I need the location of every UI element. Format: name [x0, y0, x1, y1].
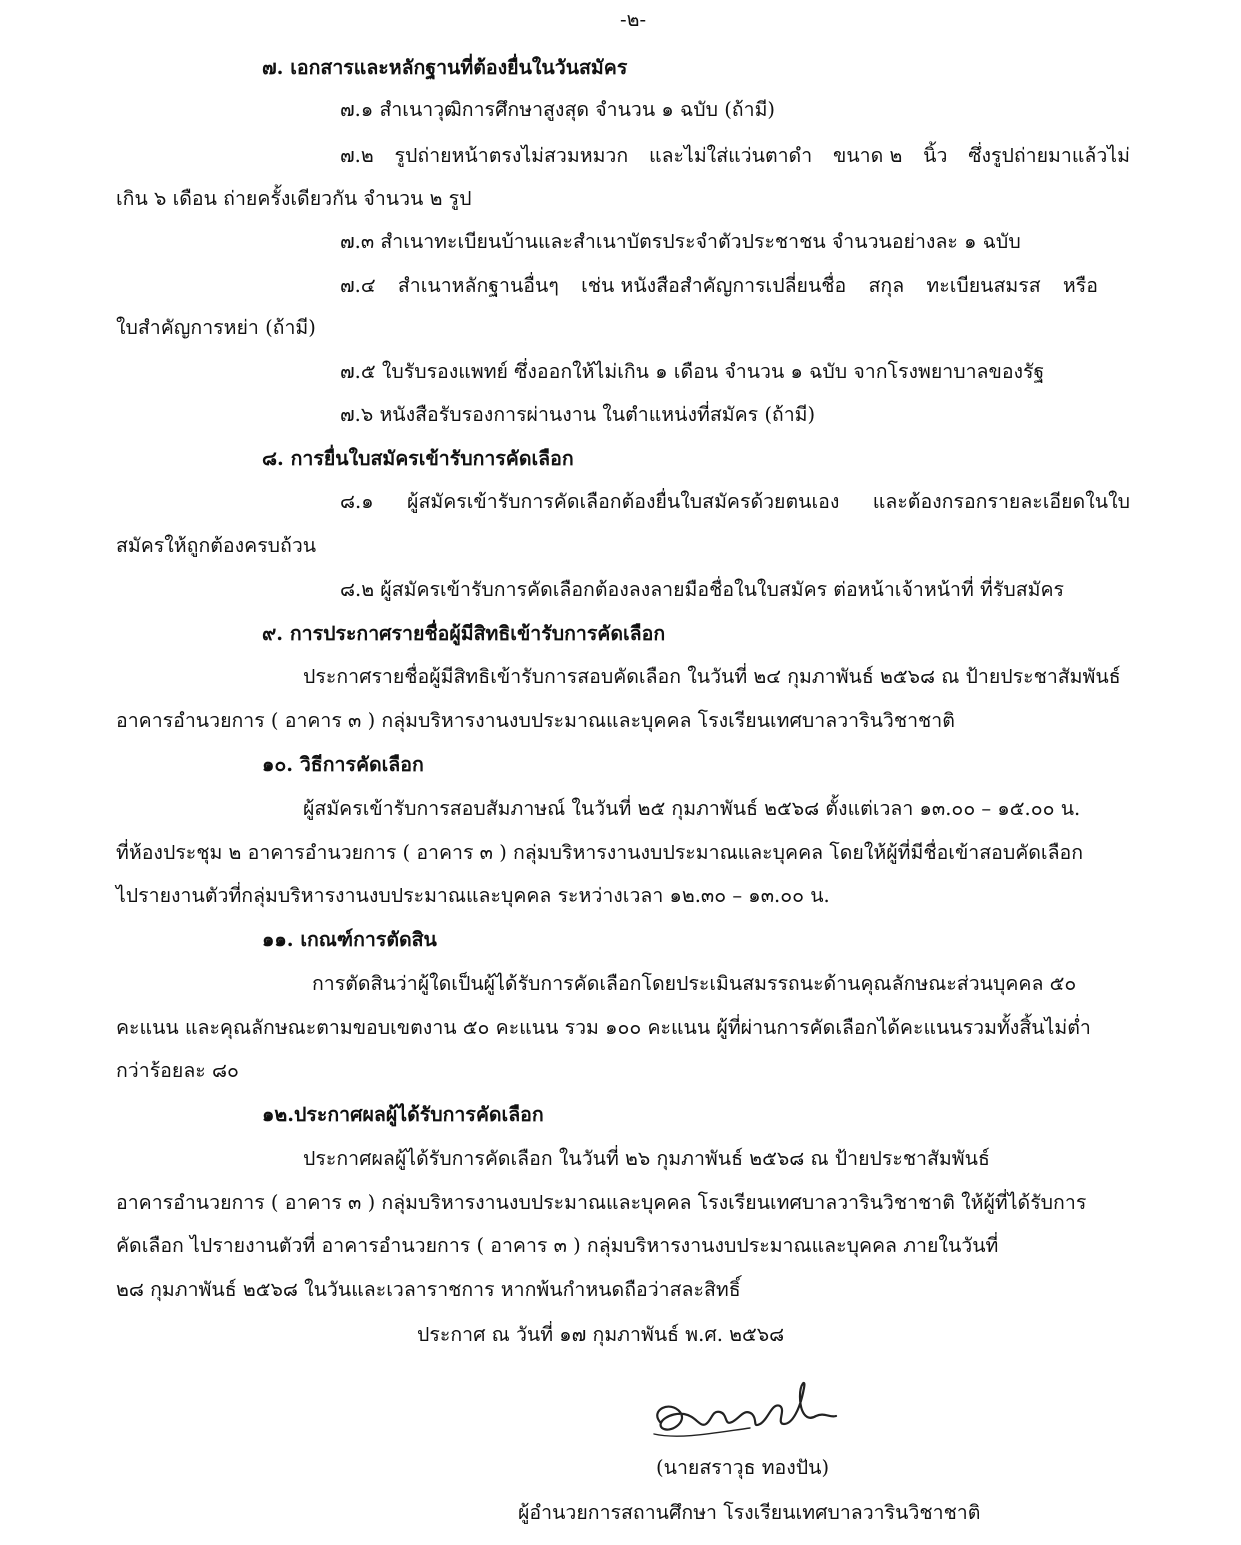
section-12-heading: ๑๒.ประกาศผลผู้ได้รับการคัดเลือก — [262, 1103, 544, 1126]
section-7-item-5: ๗.๕ ใบรับรองแพทย์ ซึ่งออกให้ไม่เกิน ๑ เดือน จำนวน ๑ ฉบับ จากโรงพยาบาลของรัฐ — [340, 360, 1045, 383]
section-10-paragraph-line-2: ที่ห้องประชุม ๒ อาคารอำนวยการ ( อาคาร ๓ ) กลุ่มบริหารงานงบประมาณและบุคคล โดยให้ผู้ที่มีชื่อเข้าสอบคัดเลือก — [116, 841, 1084, 864]
section-7-item-6: ๗.๖ หนังสือรับรองการผ่านงาน ในตำแหน่งที่สมัคร (ถ้ามี) — [340, 403, 816, 426]
page-number: -๒- — [620, 8, 647, 31]
section-7-item-2-line-2: เกิน ๖ เดือน ถ่ายครั้งเดียวกัน จำนวน ๒ รูป — [116, 187, 472, 210]
section-9-paragraph-line-2: อาคารอำนวยการ ( อาคาร ๓ ) กลุ่มบริหารงานงบประมาณและบุคคล โรงเรียนเทศบาลวารินวิชาชาติ — [116, 709, 955, 732]
section-9-heading: ๙. การประกาศรายชื่อผู้มีสิทธิเข้ารับการคัดเลือก — [262, 622, 666, 645]
section-7-item-3: ๗.๓ สำเนาทะเบียนบ้านและสำเนาบัตรประจำตัวประชาชน จำนวนอย่างละ ๑ ฉบับ — [340, 230, 1021, 253]
section-11-paragraph-line-3: กว่าร้อยละ ๘๐ — [116, 1059, 239, 1082]
section-12-paragraph-line-3: คัดเลือก ไปรายงานตัวที่ อาคารอำนวยการ ( อาคาร ๓ ) กลุ่มบริหารงานงบประมาณและบุคคล ภายในวันที่ — [116, 1234, 999, 1257]
section-11-paragraph-line-1: การตัดสินว่าผู้ใดเป็นผู้ได้รับการคัดเลือกโดยประเมินสมรรถนะด้านคุณลักษณะส่วนบุคคล ๕๐ — [312, 972, 1077, 995]
section-10-paragraph-line-1: ผู้สมัครเข้ารับการสอบสัมภาษณ์ ในวันที่ ๒๕ กุมภาพันธ์ ๒๕๖๘ ตั้งแต่เวลา ๑๓.๐๐ – ๑๕.๐๐ น. — [303, 797, 1081, 820]
section-12-paragraph-line-4: ๒๘ กุมภาพันธ์ ๒๕๖๘ ในวันและเวลาราชการ หากพ้นกำหนดถือว่าสละสิทธิ์ — [116, 1278, 741, 1301]
section-8-item-1-line-1: ๘.๑ ผู้สมัครเข้ารับการคัดเลือกต้องยื่นใบสมัครด้วยตนเอง และต้องกรอกรายละเอียดในใบ — [340, 490, 1130, 513]
section-11-paragraph-line-2: คะแนน และคุณลักษณะตามขอบเขตงาน ๕๐ คะแนน รวม ๑๐๐ คะแนน ผู้ที่ผ่านการคัดเลือกได้คะแนนรวมทั้งสิ้นไม่ต่ำ — [116, 1016, 1091, 1039]
section-7-item-2-line-1: ๗.๒ รูปถ่ายหน้าตรงไม่สวมหมวก และไม่ใส่แว่นตาดำ ขนาด ๒ นิ้ว ซึ่งรูปถ่ายมาแล้วไม่ — [340, 144, 1130, 167]
section-8-heading: ๘. การยื่นใบสมัครเข้ารับการคัดเลือก — [262, 447, 574, 470]
section-7-heading: ๗. เอกสารและหลักฐานที่ต้องยื่นในวันสมัคร — [262, 56, 628, 79]
section-7-item-4-line-1: ๗.๔ สำเนาหลักฐานอื่นๆ เช่น หนังสือสำคัญการเปลี่ยนชื่อ สกุล ทะเบียนสมรส หรือ — [340, 274, 1098, 297]
section-10-heading: ๑๐. วิธีการคัดเลือก — [262, 753, 424, 776]
section-12-paragraph-line-1: ประกาศผลผู้ได้รับการคัดเลือก ในวันที่ ๒๖ กุมภาพันธ์ ๒๕๖๘ ณ ป้ายประชาสัมพันธ์ — [303, 1147, 990, 1170]
section-9-paragraph-line-1: ประกาศรายชื่อผู้มีสิทธิเข้ารับการสอบคัดเลือก ในวันที่ ๒๔ กุมภาพันธ์ ๒๕๖๘ ณ ป้ายประชาสัมพันธ์ — [303, 665, 1121, 688]
section-11-heading: ๑๑. เกณฑ์การตัดสิน — [262, 928, 437, 951]
section-8-item-1-line-2: สมัครให้ถูกต้องครบถ้วน — [116, 534, 317, 557]
signer-name: (นายสราวุธ ทองปัน) — [656, 1456, 830, 1479]
handwritten-signature — [640, 1372, 860, 1452]
section-8-item-2: ๘.๒ ผู้สมัครเข้ารับการคัดเลือกต้องลงลายมือชื่อในใบสมัคร ต่อหน้าเจ้าหน้าที่ ที่รับสมัคร — [340, 578, 1065, 601]
signer-position: ผู้อำนวยการสถานศึกษา โรงเรียนเทศบาลวารินวิชาชาติ — [518, 1501, 981, 1524]
section-7-item-4-line-2: ใบสำคัญการหย่า (ถ้ามี) — [116, 316, 316, 339]
section-7-item-1: ๗.๑ สำเนาวุฒิการศึกษาสูงสุด จำนวน ๑ ฉบับ (ถ้ามี) — [340, 98, 776, 121]
section-12-paragraph-line-2: อาคารอำนวยการ ( อาคาร ๓ ) กลุ่มบริหารงานงบประมาณและบุคคล โรงเรียนเทศบาลวารินวิชาชาติ ให้ผู้ที่ได้รับการ — [116, 1191, 1087, 1214]
announcement-date: ประกาศ ณ วันที่ ๑๗ กุมภาพันธ์ พ.ศ. ๒๕๖๘ — [417, 1323, 785, 1346]
section-10-paragraph-line-3: ไปรายงานตัวที่กลุ่มบริหารงานงบประมาณและบุคคล ระหว่างเวลา ๑๒.๓๐ – ๑๓.๐๐ น. — [116, 884, 830, 907]
